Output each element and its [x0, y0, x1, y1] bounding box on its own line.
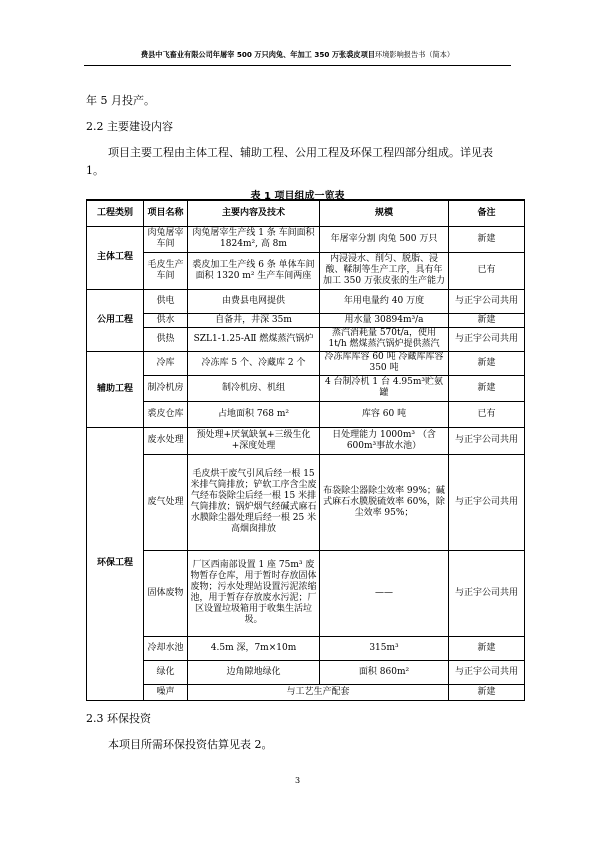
section-22-paragraph-line1: 项目主要工程由主体工程、辅助工程、公用工程及环保工程四部分组成。详见表 — [108, 146, 493, 159]
row-note: 新建 — [449, 636, 525, 660]
row-note: 新建 — [449, 684, 525, 700]
row-content: 预处理+厌氧缺氧+三级生化+深度处理 — [188, 427, 320, 454]
row-content: 毛皮烘干废气引风后经一根 15 米排气筒排放；铲软工序含尘废气经布袋除尘后经一根 15 米排气筒排放；锅炉烟气经碱式麻石水膜除尘器处理后经一根 25 米高烟囱排放 — [188, 454, 320, 550]
table-header-row — [87, 200, 525, 226]
header-item-name: 项目名称 — [144, 200, 188, 226]
row-note: 与正宇公司共用 — [449, 550, 525, 636]
row-name: 供热 — [144, 327, 188, 351]
row-note: 已有 — [449, 252, 525, 289]
section-23-heading: 2.3 环保投资 — [86, 712, 151, 725]
table-row — [87, 550, 525, 636]
row-name: 肉兔屠宰车间 — [144, 226, 188, 252]
row-scale: 用水量 30894m³/a — [320, 313, 449, 327]
header-title-bold: 费县中飞畜业有限公司年屠宰 500 万只肉兔、年加工 350 万张裘皮项目 — [140, 50, 375, 59]
row-note: 新建 — [449, 351, 525, 375]
header-note: 备注 — [449, 200, 525, 226]
row-note: 与正宇公司共用 — [449, 327, 525, 351]
table-row — [87, 327, 525, 351]
row-content: 制冷机房、机组 — [188, 375, 320, 401]
row-note: 与正宇公司共用 — [449, 454, 525, 550]
header-content: 主要内容及技术 — [188, 200, 320, 226]
row-content: 裘皮加工生产线 6 条 单体车间面积 1320 m² 生产车间两座 — [188, 252, 320, 289]
project-composition-table — [86, 199, 525, 701]
table-row — [87, 289, 525, 313]
row-note: 已有 — [449, 401, 525, 427]
row-scale: 冷冻库库容 60 吨 冷藏库库容 350 吨 — [320, 351, 449, 375]
category-env: 环保工程 — [87, 427, 144, 700]
row-note: 与正宇公司共用 — [449, 289, 525, 313]
page-header — [84, 45, 511, 66]
row-name: 毛皮生产车间 — [144, 252, 188, 289]
row-name: 噪声 — [144, 684, 188, 700]
section-22-paragraph-line2: 1。 — [86, 164, 104, 177]
row-content: 自备井，井深 35m — [188, 313, 320, 327]
row-scale: —— — [320, 550, 449, 636]
row-scale: 面积 860m² — [320, 660, 449, 684]
row-scale: 内浸浸水、削匀、脱脂、浸酸、鞣制等生产工序，具有年加工 350 万张皮张的生产能力 — [320, 252, 449, 289]
row-scale: 库容 60 吨 — [320, 401, 449, 427]
row-scale: 日处理能力 1000m³ （含 600m³事故水池） — [320, 427, 449, 454]
table-row — [87, 636, 525, 660]
row-note: 新建 — [449, 375, 525, 401]
table-row — [87, 252, 525, 289]
row-content: 冷冻库 5 个、冷藏库 2 个 — [188, 351, 320, 375]
category-main: 主体工程 — [87, 226, 144, 289]
row-name: 裘皮仓库 — [144, 401, 188, 427]
row-name: 废水处理 — [144, 427, 188, 454]
section-22-heading: 2.2 主要建设内容 — [86, 120, 173, 133]
row-name: 废气处理 — [144, 454, 188, 550]
row-content: 厂区西南部设置 1 座 75m³ 废物暂存仓库，用于暂时存放固体废物；污水处理站设置污泥浓缩池，用于暂存存放废水污泥；厂区设置垃圾箱用于收集生活垃圾。 — [188, 550, 320, 636]
row-name: 冷却水池 — [144, 636, 188, 660]
row-content: 占地面积 768 m² — [188, 401, 320, 427]
header-title-rest: 环境影响报告书（简本） — [375, 50, 455, 59]
section-23-paragraph: 本项目所需环保投资估算见表 2。 — [108, 738, 273, 751]
row-scale: 年屠宰分割 肉兔 500 万只 — [320, 226, 449, 252]
row-name: 制冷机房 — [144, 375, 188, 401]
row-note: 新建 — [449, 226, 525, 252]
row-scale: 蒸汽消耗量 570t/a，使用 1t/h 燃煤蒸汽锅炉提供蒸汽 — [320, 327, 449, 351]
header-category: 工程类别 — [87, 200, 144, 226]
table-row — [87, 375, 525, 401]
row-name: 冷库 — [144, 351, 188, 375]
table-row — [87, 684, 525, 700]
table1-title: 表 1 项目组成一览表 — [250, 191, 345, 202]
category-public: 公用工程 — [87, 289, 144, 351]
row-content: 肉兔屠宰生产线 1 条 车间面积 1824m², 高 8m — [188, 226, 320, 252]
row-scale: 布袋除尘器除尘效率 99%；碱式麻石水膜脱硫效率 60%，除尘效率 95%； — [320, 454, 449, 550]
row-content: 由费县电网提供 — [188, 289, 320, 313]
row-name: 固体废物 — [144, 550, 188, 636]
table-row — [87, 454, 525, 550]
table-row — [87, 660, 525, 684]
intro-line: 年 5 月投产。 — [86, 94, 155, 107]
table-row — [87, 351, 525, 375]
row-scale: 年用电量约 40 万度 — [320, 289, 449, 313]
row-content: 4.5m 深，7m×10m — [188, 636, 320, 660]
row-name: 绿化 — [144, 660, 188, 684]
row-name: 供电 — [144, 289, 188, 313]
row-content: 与工艺生产配套 — [188, 684, 449, 700]
category-aux: 辅助工程 — [87, 351, 144, 427]
row-scale: 315m³ — [320, 636, 449, 660]
row-note: 与正宇公司共用 — [449, 660, 525, 684]
page-number: 3 — [294, 776, 301, 785]
section-22-paragraph — [108, 144, 528, 162]
header-scale: 规模 — [320, 200, 449, 226]
row-scale: 4 台制冷机 1 台 4.95m³贮氨罐 — [320, 375, 449, 401]
table-row — [87, 401, 525, 427]
row-note: 新建 — [449, 313, 525, 327]
table-row — [87, 427, 525, 454]
row-name: 供水 — [144, 313, 188, 327]
table-row — [87, 226, 525, 252]
row-content: SZL1-1.25-AⅡ 燃煤蒸汽锅炉 — [188, 327, 320, 351]
table-row — [87, 313, 525, 327]
row-note: 与正宇公司共用 — [449, 427, 525, 454]
row-content: 边角隙地绿化 — [188, 660, 320, 684]
